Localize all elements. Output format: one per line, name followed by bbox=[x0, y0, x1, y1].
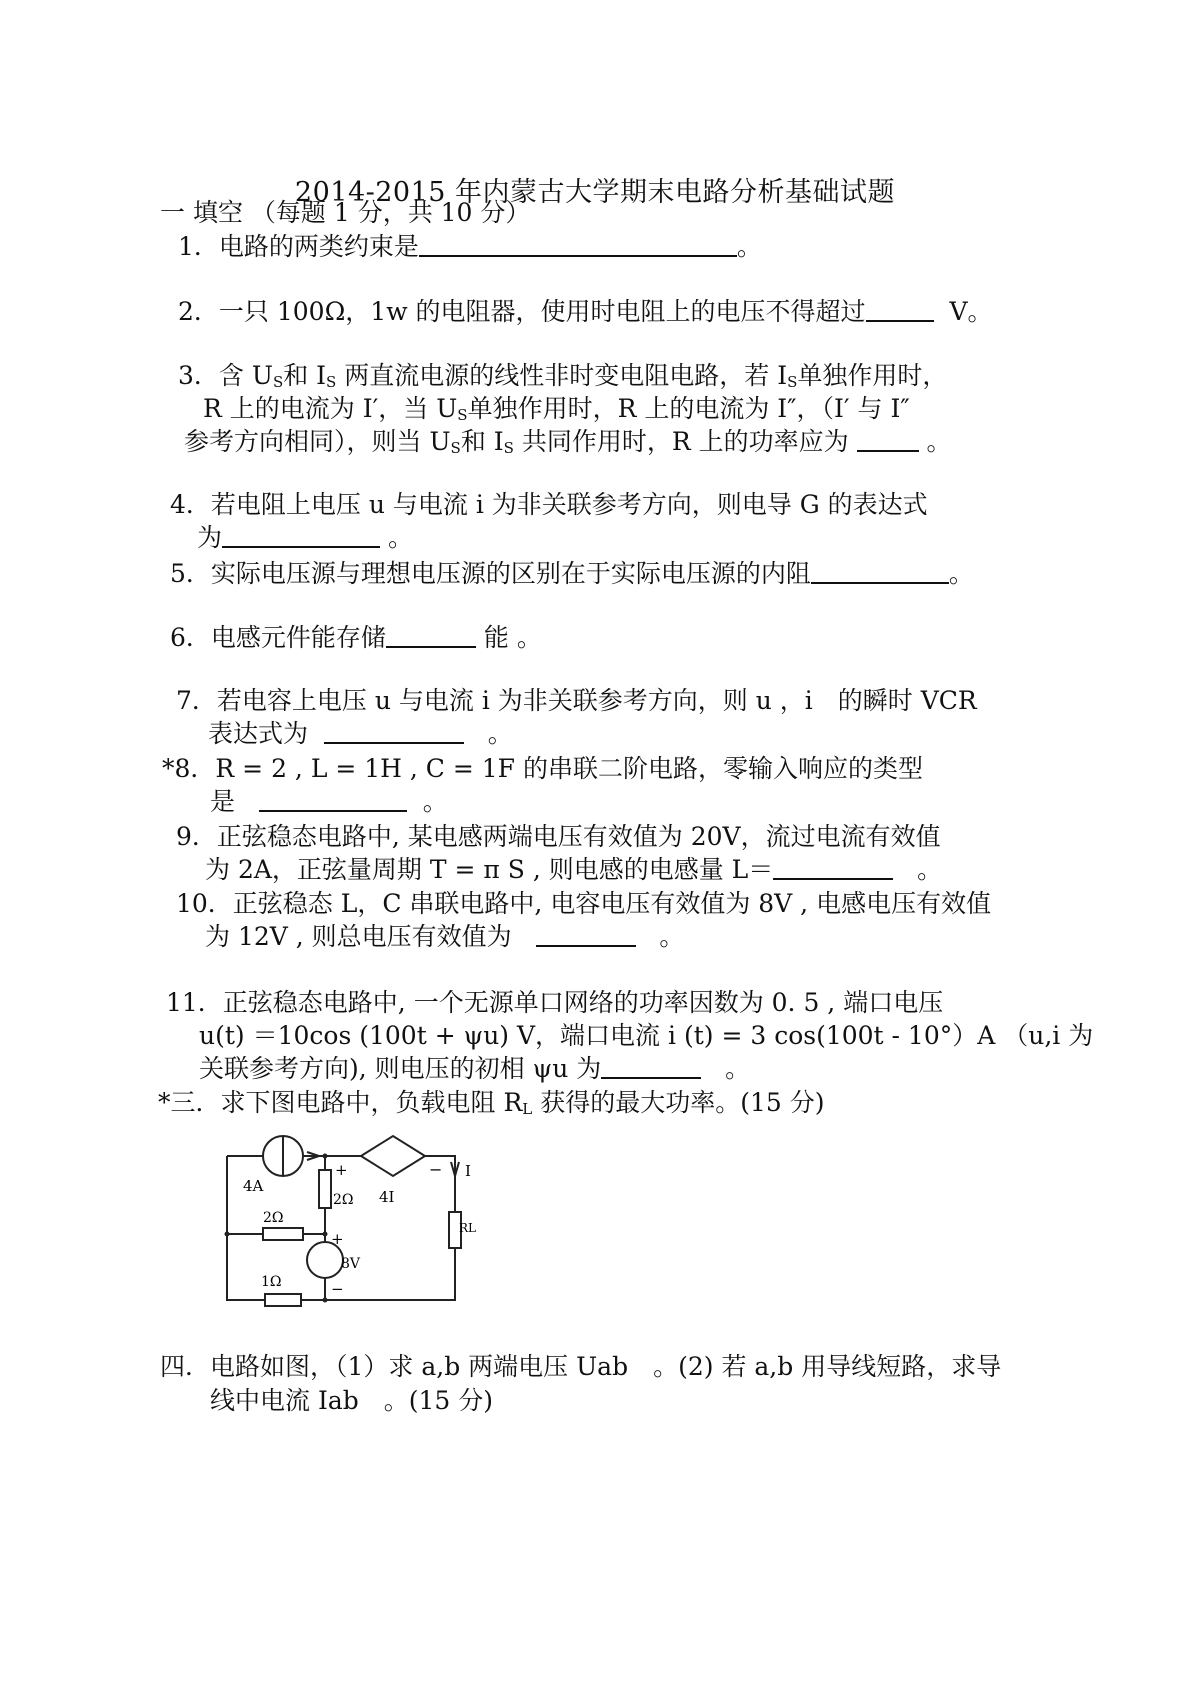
section-4-line-1: 四．电路如图，（1）求 a,b 两端电压 Uab 。(2) 若 a,b 用导线短路，求导 bbox=[160, 1352, 1002, 1381]
question-3-line-1 bbox=[178, 361, 947, 397]
question-6 bbox=[170, 623, 542, 653]
subscript: S bbox=[457, 406, 468, 424]
answer-blank bbox=[386, 624, 476, 648]
minus-sign: − bbox=[429, 1160, 443, 1179]
q4-text: 为 bbox=[197, 523, 223, 552]
resistor-label: 1Ω bbox=[261, 1274, 282, 1290]
q11-end: 。 bbox=[725, 1054, 751, 1083]
question-1-end: 。 bbox=[736, 232, 762, 261]
question-2-text: 2．一只 100Ω，1w 的电阻器，使用时电阻上的电压不得超过 bbox=[178, 297, 866, 326]
question-11-line-3 bbox=[199, 1054, 750, 1084]
q8-text: 是 bbox=[210, 787, 236, 816]
answer-blank bbox=[811, 560, 949, 584]
voltage-source-8v bbox=[307, 1230, 361, 1298]
q3-text: 和 I bbox=[283, 361, 327, 390]
current-source-4a bbox=[243, 1136, 319, 1195]
answer-blank bbox=[259, 788, 407, 812]
answer-blank bbox=[419, 233, 737, 257]
q3-text: 单独作用时，R 上的电流为 I″，（I′ 与 I″ bbox=[467, 394, 910, 423]
section-3-heading bbox=[158, 1088, 824, 1124]
question-11-line-1: 11．正弦稳态电路中, 一个无源单口网络的功率因数为 0. 5 , 端口电压 bbox=[166, 988, 944, 1017]
question-8-line-2 bbox=[210, 787, 448, 817]
page-title: 2014-2015 年内蒙古大学期末电路分析基础试题 bbox=[294, 177, 896, 208]
q3-text: R 上的电流为 I′，当 U bbox=[203, 394, 458, 423]
question-4-line-1: 4．若电阻上电压 u 与电流 i 为非关联参考方向，则电导 G 的表达式 bbox=[170, 490, 928, 519]
q10-text: 为 12V , 则总电压有效值为 bbox=[205, 922, 512, 951]
q4-end: 。 bbox=[387, 523, 413, 552]
q11-text: 关联参考方向), 则电压的初相 ψu 为 bbox=[199, 1054, 602, 1083]
question-7-line-1: 7．若电容上电压 u 与电流 i 为非关联参考方向，则 u ，i 的瞬时 VCR bbox=[176, 686, 977, 715]
q5-end: 。 bbox=[948, 559, 974, 588]
question-2 bbox=[178, 297, 993, 327]
answer-blank bbox=[866, 298, 934, 322]
question-11-line-2: u(t) ＝10cos (100t + ψu) V，端口电流 i (t) = 3 cos(100t - 10°）A （u,i 为 bbox=[199, 1021, 1094, 1050]
dependent-source-label: 4I bbox=[379, 1188, 395, 1206]
q7-end: 。 bbox=[487, 719, 513, 748]
q7-text: 表达式为 bbox=[208, 719, 309, 748]
resistor-label: 2Ω bbox=[333, 1192, 354, 1208]
answer-blank bbox=[536, 923, 636, 947]
question-9-line-1: 9．正弦稳态电路中, 某电感两端电压有效值为 20V，流过电流有效值 bbox=[176, 822, 941, 851]
minus-sign: − bbox=[331, 1280, 344, 1298]
subscript: S bbox=[503, 439, 514, 457]
q3-text: 两直流电源的线性非时变电阻电路，若 I bbox=[336, 361, 788, 390]
q6-text: 6．电感元件能存储 bbox=[170, 623, 386, 652]
resistor-2ohm-vertical bbox=[319, 1170, 331, 1208]
current-source-label: 4A bbox=[243, 1177, 264, 1195]
resistor-1ohm bbox=[265, 1294, 301, 1306]
question-2-end: V。 bbox=[949, 297, 993, 326]
current-label: I bbox=[465, 1162, 471, 1180]
question-9-line-2 bbox=[205, 855, 942, 885]
q5-text: 5．实际电压源与理想电压源的区别在于实际电压源的内阻 bbox=[170, 559, 811, 588]
question-1 bbox=[178, 232, 762, 262]
answer-blank bbox=[601, 1055, 701, 1079]
load-resistor-label: RL bbox=[459, 1221, 477, 1235]
section-3-text: *三．求下图电路中，负载电阻 R bbox=[158, 1088, 523, 1117]
question-1-text: 1．电路的两类约束是 bbox=[178, 232, 419, 261]
section-3-text: 获得的最大功率。(15 分) bbox=[532, 1088, 825, 1117]
q10-end: 。 bbox=[659, 922, 685, 951]
subscript: S bbox=[787, 373, 798, 391]
question-3-line-2 bbox=[203, 394, 910, 430]
q3-text: 共同作用时，R 上的功率应为 bbox=[513, 427, 849, 456]
q3-text: 单独作用时， bbox=[797, 361, 948, 390]
junction-dot bbox=[323, 1232, 328, 1237]
question-7-line-2 bbox=[208, 719, 513, 749]
q3-text: 和 I bbox=[460, 427, 504, 456]
question-5 bbox=[170, 559, 974, 589]
junction-dot bbox=[225, 1232, 230, 1237]
voltage-source-label: 8V bbox=[341, 1256, 361, 1272]
question-3-line-3 bbox=[184, 427, 952, 463]
q8-end: 。 bbox=[422, 787, 448, 816]
q3-text: 参考方向相同），则当 U bbox=[184, 427, 451, 456]
q6-end: 能 。 bbox=[483, 623, 542, 652]
plus-sign: + bbox=[331, 1230, 344, 1248]
subscript: S bbox=[326, 373, 337, 391]
junction-dot bbox=[323, 1154, 328, 1159]
question-10-line-2 bbox=[205, 922, 684, 952]
question-4-line-2 bbox=[197, 523, 413, 553]
answer-blank bbox=[857, 428, 919, 452]
plus-sign: + bbox=[335, 1161, 348, 1179]
answer-blank bbox=[324, 720, 464, 744]
q9-end: 。 bbox=[917, 855, 943, 884]
subscript: L bbox=[522, 1100, 533, 1118]
subscript: S bbox=[272, 373, 284, 391]
section-4-line-2: 线中电流 Iab 。(15 分) bbox=[210, 1386, 493, 1415]
circuit-diagram bbox=[215, 1120, 505, 1310]
question-10-line-1: 10．正弦稳态 L，C 串联电路中, 电容电压有效值为 8V , 电感电压有效值 bbox=[176, 889, 992, 918]
resistor-2ohm-horizontal bbox=[263, 1228, 303, 1240]
junction-dot bbox=[323, 1298, 328, 1303]
answer-blank bbox=[222, 524, 380, 548]
q3-text: 3．含 U bbox=[178, 361, 273, 390]
subscript: S bbox=[450, 439, 461, 457]
question-8-line-1: *8．R = 2 , L = 1H , C = 1F 的串联二阶电路，零输入响应的类型 bbox=[162, 754, 923, 783]
answer-blank bbox=[773, 856, 893, 880]
q3-end: 。 bbox=[926, 427, 952, 456]
q9-text: 为 2A，正弦量周期 T = π S , 则电感的电感量 L＝ bbox=[205, 855, 774, 884]
section-1-heading: 一 填空 （每题 1 分，共 10 分） bbox=[160, 198, 531, 227]
resistor-label: 2Ω bbox=[263, 1210, 284, 1226]
